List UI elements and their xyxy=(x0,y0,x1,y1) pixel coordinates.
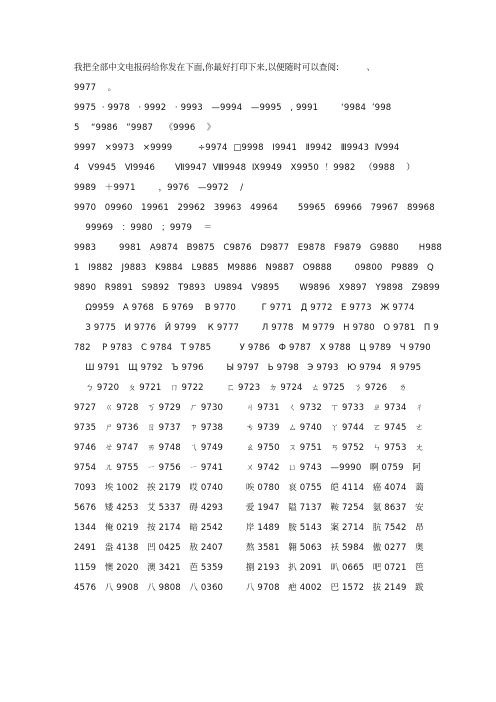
text-line: 9989 ＋9971 ，9976 —9972 / xyxy=(74,183,244,193)
text-line: 1 I9882 J9883 K9884 L9885 M9886 N9887 O9888 09800 P9889 Q xyxy=(74,263,434,273)
text-line: 7093 埃 1002 挨 2179 哎 0740 唉 0780 哀 0755 皑 4114 癌 4074 蔼 xyxy=(74,483,424,493)
text-line: 782 Р 9783 С 9784 Т 9785 У 9786 Ф 9787 Х 9788 Ц 9789 Ч 9790 xyxy=(74,343,431,353)
text-line: 9977 。 xyxy=(74,83,117,93)
text-line: З 9775 И 9776 Й 9799 К 9777 Л 9778 М 9779 Н 9780 О 9781 П 9 xyxy=(74,323,439,333)
text-line: 1344 俺 0219 按 2174 暗 2542 岸 1489 胺 5143 案 2714 肮 7542 昂 xyxy=(74,523,424,533)
text-line: 5 “9986 ”9987 《9996 》 xyxy=(74,123,216,133)
text-line: 9754 ㄦ 9755 ㄧ 9756 ㄧ 9741 ㄨ 9742 ㄩ 9743 —9990 啊 0759 阿 xyxy=(74,463,421,473)
text-line: 9727 ㄍ 9728 ㄎ 9729 ㄏ 9730 ㄐ 9731 ㄑ 9732 ㄒ 9733 ㄓ 9734 ㄔ xyxy=(74,403,424,413)
text-line: Ω9959 A 9768 Б 9769 В 9770 Г 9771 Д 9772 Е 9773 Ж 9774 xyxy=(74,303,415,313)
text-line: 4 Ⅴ9945 Ⅵ9946 Ⅶ9947 Ⅷ9948 Ⅸ9949 Ⅹ9950 ！9982 （9988 ） xyxy=(74,163,415,173)
text-line: 9997 ×9973 ×9999 ÷9974 □9998 Ⅰ9941 Ⅱ9942 Ⅲ9943 Ⅳ994 xyxy=(74,143,400,153)
text-line: 9970 09960 19961 29962 39963 49964 59965 69966 79967 89968 xyxy=(74,203,435,213)
text-line: 9746 ㄝ 9747 ㄞ 9748 ㄟ 9749 ㄠ 9750 ㄡ 9751 ㄢ 9752 ㄣ 9753 ㄤ xyxy=(74,443,424,453)
text-line: 5676 矮 4253 艾 5337 碍 4293 爱 1947 隘 7137 鞍 7254 氨 8637 安 xyxy=(74,503,424,513)
text-line: 99969 ：9980 ；9979 ＝ xyxy=(74,223,213,233)
text-line: 9983 9981 A9874 B9875 C9876 D9877 E9878 F9879 G9880 H988 xyxy=(74,243,442,253)
intro-line: 我把全部中文电报码给你发在下面,你最好打印下来,以便随时可以查阅: 、 xyxy=(74,63,375,73)
text-line: ㄅ 9720 ㄆ 9721 ㄇ 9722 ㄈ 9723 ㄉ 9724 ㄊ 9725 ㄋ 9726 ㄌ xyxy=(74,383,408,393)
text-line: Ш 9791 Щ 9792 Ъ 9796 Ы 9797 Ь 9798 Э 9793 Ю 9794 Я 9795 xyxy=(74,363,422,373)
text-line: 2491 盎 4138 凹 0425 敖 2407 熬 3581 翱 5063 袄 5984 傲 0277 奥 xyxy=(74,543,424,553)
text-line: 9735 ㄕ 9736 ㄖ 9737 ㄗ 9738 ㄘ 9739 ㄙ 9740 ㄚ 9744 ㄛ 9745 ㄜ xyxy=(74,423,424,433)
text-line: 9975 · 9978 · 9992 · 9993 —9994 —9995 ‚ 9991 ‘9984 ’998 xyxy=(74,103,392,113)
document-page xyxy=(74,58,474,598)
text-line: 4576 八 9908 八 9808 八 0360 八 9708 疤 4002 巴 1572 拔 2149 跋 xyxy=(74,583,424,593)
text-line: 9890 R9891 S9892 T9893 U9894 V9895 W9896 X9897 Y9898 Z9899 xyxy=(74,283,440,293)
text-line: 1159 懊 2020 澳 3421 芭 5359 捌 2193 扒 2091 叭 0665 吧 0721 笆 xyxy=(74,563,424,573)
